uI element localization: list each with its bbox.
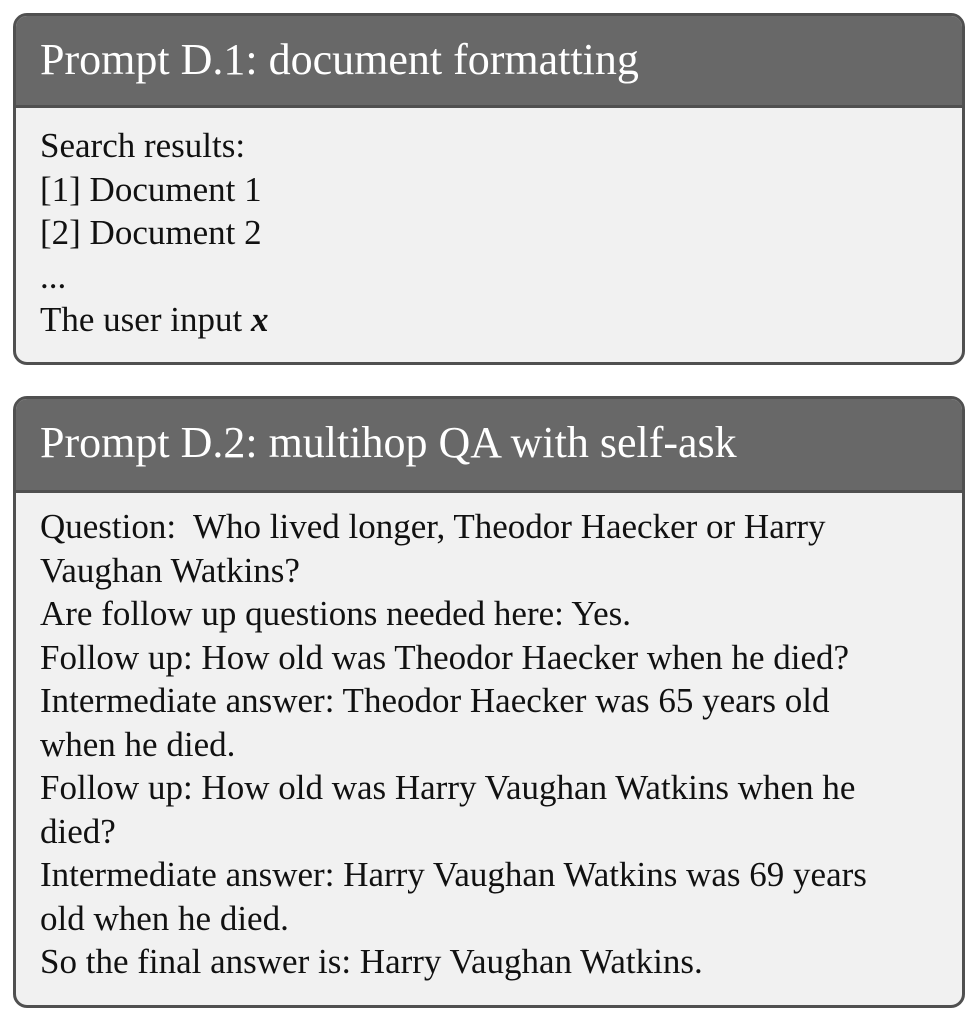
prompt-d2-line: Follow up: How old was Theodor Haecker when he died? <box>40 637 850 677</box>
prompt-d1-title: Prompt D.1: document formatting <box>16 16 962 108</box>
prompt-d2-line: died? <box>40 811 116 851</box>
prompt-d2-line: Intermediate answer: Theodor Haecker was 65 years old <box>40 681 830 720</box>
prompt-d2-line: when he died. <box>40 724 236 764</box>
prompt-d2-line: old when he died. <box>40 898 289 938</box>
prompt-d1-line: ... <box>40 256 67 296</box>
prompt-d1-line: [2] Document 2 <box>40 213 262 252</box>
user-input-variable: x <box>250 300 269 339</box>
prompt-d1-user-input-line <box>40 298 940 342</box>
prompt-d1-line: [1] Document 1 <box>40 169 262 209</box>
prompt-d2-line: Follow up: How old was Harry Vaughan Watkins when he <box>40 768 856 807</box>
prompt-d2-title: Prompt D.2: multihop QA with self-ask <box>16 399 962 493</box>
prompt-d1-body <box>16 108 962 342</box>
prompt-d2-line: Vaughan Watkins? <box>40 550 300 590</box>
prompt-d1-box <box>13 13 965 365</box>
prompt-d2-line: Question: Who lived longer, Theodor Haecker or Harry <box>40 507 826 546</box>
user-input-text: The user input <box>40 300 251 339</box>
prompt-d2-box <box>13 396 965 1008</box>
prompt-d2-line: Are follow up questions needed here: Yes. <box>40 594 632 633</box>
prompt-d2-line: So the final answer is: Harry Vaughan Watkins. <box>40 942 703 981</box>
prompt-d2-body <box>16 493 962 984</box>
prompt-d1-line: Search results: <box>40 126 246 165</box>
prompt-d2-line: Intermediate answer: Harry Vaughan Watkins was 69 years <box>40 855 867 894</box>
